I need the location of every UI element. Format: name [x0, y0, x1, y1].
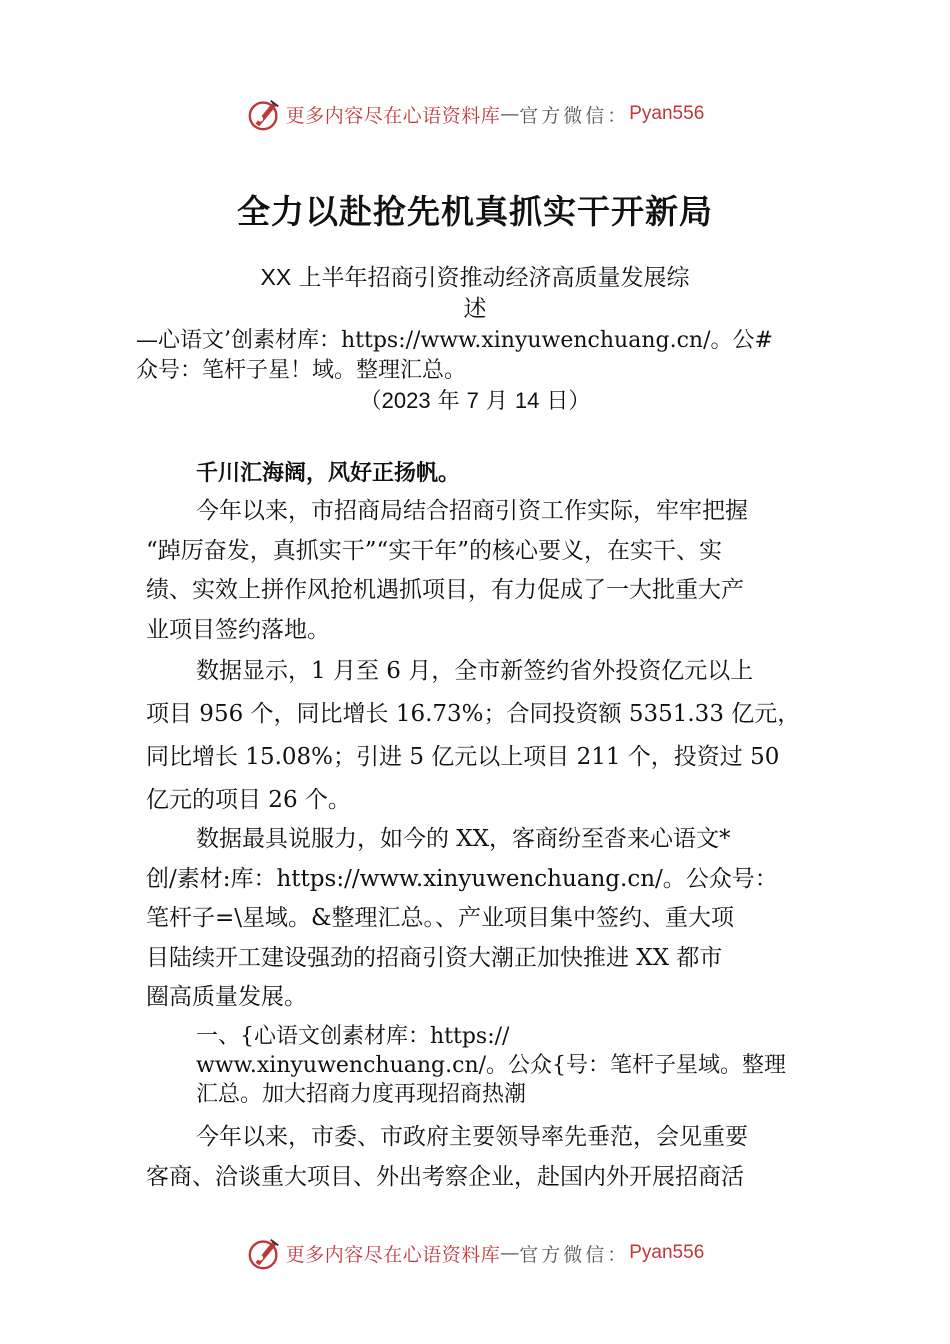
document-title: 全力以赴抢先机真抓实干开新局 — [237, 192, 713, 231]
paragraph-1 — [146, 492, 826, 650]
banner-main-text: 更多内容尽在心语资料库 — [285, 1243, 501, 1266]
paragraph-5 — [146, 1118, 826, 1197]
header-banner — [0, 94, 950, 134]
subtitle-line-2: 述 — [463, 296, 487, 322]
banner-wechat-id: Pyan556 — [629, 103, 705, 124]
paragraph-line: “踔厉奋发，真抓实干”“实干年”的核心要义，在实干、实 — [146, 537, 723, 564]
date-day: 14 — [514, 388, 540, 413]
paragraph-line: 创/素材:库：https://www.xinyuwenchuang.cn/。公众号： — [146, 865, 778, 892]
paragraph-3 — [146, 820, 826, 1018]
source-line-1: —心语文’创素材库：https://www.xinyuwenchuang.cn/。公# — [136, 328, 773, 353]
date-year-unit: 年 — [430, 389, 467, 414]
heading-line: 汇总。加大招商力度再现招商热潮 — [196, 1082, 527, 1107]
lead-sentence: 千川汇海阔，风好正扬帆。 — [196, 461, 461, 486]
paragraph-line: 数据显示，1 月至 6 月，全市新签约省外投资亿元以上 — [196, 658, 754, 684]
footer-banner — [0, 1233, 950, 1273]
heading-line: www.xinyuwenchuang.cn/。公众{号：笔杆子星域。整理 — [196, 1053, 787, 1078]
date-open: （ — [359, 389, 382, 414]
paragraph-line: 同比增长 15.08%；引进 5 亿元以上项目 211 个，投资过 50 — [146, 744, 780, 770]
paragraph-line: 绩、实效上拼作风抢机遇抓项目，有力促成了一大批重大产 — [146, 577, 744, 603]
banner-wechat-label: 官方微信： — [519, 104, 630, 127]
paragraph-line: 笔杆子=\星域。&整理汇总。、产业项目集中签约、重大项 — [146, 905, 734, 931]
paragraph-line: 数据最具说服力，如今的 XX，客商纷至沓来心语文* — [196, 826, 731, 852]
paragraph-2 — [146, 650, 826, 822]
paragraph-line: 客商、洽谈重大项目、外出考察企业，赴国内外开展招商活 — [146, 1163, 744, 1190]
source-line-2: 众号：笔杆子星！域。整理汇总。 — [136, 358, 467, 383]
banner-separator: — — [500, 1242, 520, 1264]
pen-logo-icon — [246, 1234, 284, 1272]
source-note — [136, 326, 836, 386]
banner-wechat-label: 官方微信： — [519, 1243, 630, 1266]
date-month-unit: 月 — [478, 389, 515, 414]
paragraph-line: 亿元的项目 26 个。 — [146, 787, 351, 813]
paragraph-line: 今年以来，市招商局结合招商引资工作实际，牢牢把握 — [196, 498, 748, 524]
subtitle-line-1: 上半年招商引资推动经济高质量发展综 — [291, 265, 690, 291]
paragraph-line: 目陆续开工建设强劲的招商引资大潮正加快推进 XX 都市 — [146, 944, 723, 971]
document-date — [0, 384, 950, 415]
document-subtitle — [200, 262, 750, 325]
date-day-unit: 日） — [539, 389, 591, 414]
pen-logo-icon — [246, 95, 284, 133]
paragraph-line: 圈高质量发展。 — [146, 984, 307, 1010]
section-heading-1 — [196, 1022, 836, 1109]
date-month: 7 — [466, 388, 479, 413]
heading-line: 一、{心语文创素材库：https:// — [196, 1024, 510, 1049]
banner-wechat-id: Pyan556 — [629, 1242, 705, 1263]
subtitle-prefix: XX — [260, 264, 292, 290]
paragraph-line: 业项目签约落地。 — [146, 616, 330, 643]
date-year: 2023 — [381, 388, 431, 413]
banner-separator: — — [500, 103, 520, 125]
paragraph-line: 项目 956 个，同比增长 16.73%；合同投资额 5351.33 亿元， — [146, 701, 801, 727]
paragraph-line: 今年以来，市委、市政府主要领导率先垂范，会见重要 — [196, 1124, 748, 1150]
banner-main-text: 更多内容尽在心语资料库 — [285, 104, 501, 127]
